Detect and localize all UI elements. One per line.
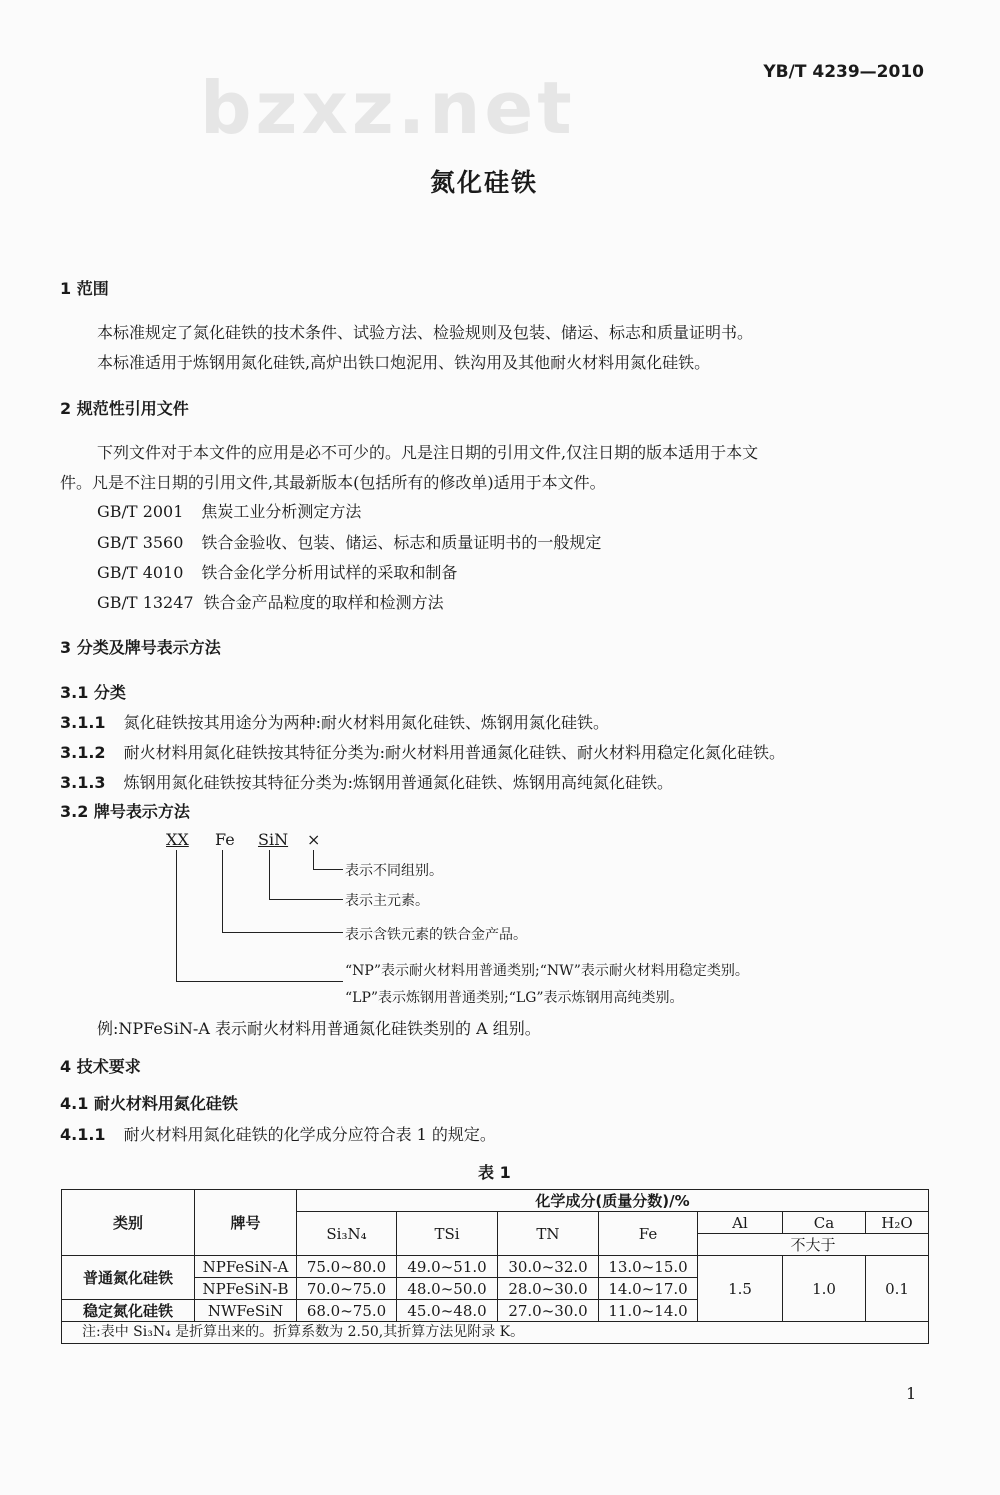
section-2-heading: 2 规范性引用文件 (60, 399, 189, 418)
clause-3-1-2: 3.1.2 耐火材料用氮化硅铁按其特征分类为:耐火材料用普通氮化硅铁、耐火材料用稳定化氮化硅铁。 (60, 743, 785, 762)
cell-tn: 27.0~30.0 (498, 1300, 599, 1322)
header-tn: TN (498, 1212, 599, 1256)
cell-grade: NWFeSiN (195, 1300, 297, 1322)
page-number: 1 (906, 1384, 917, 1403)
section-4-heading: 4 技术要求 (60, 1057, 141, 1076)
reference-item: GB/T 3560 铁合金验收、包装、储运、标志和质量证明书的一般规定 (97, 533, 602, 552)
section-3-1-heading: 3.1 分类 (60, 683, 126, 702)
connector-line (222, 932, 343, 933)
reference-item: GB/T 4010 铁合金化学分析用试样的采取和制备 (97, 563, 458, 582)
connector-line (176, 981, 343, 982)
diagram-label: 表示含铁元素的铁合金产品。 (345, 927, 527, 943)
paragraph: 本标准规定了氮化硅铁的技术条件、试验方法、检验规则及包装、储运、标志和质量证明书。 (97, 323, 754, 342)
watermark: bzxz.net (200, 66, 576, 150)
header-si3n4: Si₃N₄ (297, 1212, 397, 1256)
connector-line (269, 899, 343, 900)
part-fe: Fe (215, 830, 235, 849)
paragraph: 下列文件对于本文件的应用是必不可少的。凡是注日期的引用文件,仅注日期的版本适用于本文 (97, 443, 759, 462)
paragraph: 本标准适用于炼钢用氮化硅铁,高炉出铁口炮泥用、铁沟用及其他耐火材料用氮化硅铁。 (97, 353, 711, 372)
connector-line (222, 850, 223, 933)
cell-fe: 11.0~14.0 (599, 1300, 698, 1322)
part-xx: XX (166, 830, 189, 849)
cell-si3n4: 68.0~75.0 (297, 1300, 397, 1322)
table-note: 注:表中 Si₃N₄ 是折算出来的。折算系数为 2.50,其折算方法见附录 K。 (62, 1322, 929, 1344)
cell-si3n4: 75.0~80.0 (297, 1256, 397, 1278)
section-3-2-heading: 3.2 牌号表示方法 (60, 802, 190, 821)
diagram-label: 表示主元素。 (345, 893, 429, 909)
header-not-more-than: 不大于 (698, 1234, 929, 1256)
cell-category: 普通氮化硅铁 (62, 1256, 195, 1300)
cell-tn: 30.0~32.0 (498, 1256, 599, 1278)
page-title: 氮化硅铁 (430, 168, 539, 197)
table-row (62, 1256, 929, 1278)
clause-3-1-1: 3.1.1 氮化硅铁按其用途分为两种:耐火材料用氮化硅铁、炼钢用氮化硅铁。 (60, 713, 609, 732)
header-fe: Fe (599, 1212, 698, 1256)
ca-value: 1.0 (783, 1256, 866, 1322)
cell-tsi: 45.0~48.0 (397, 1300, 498, 1322)
table-caption: 表 1 (478, 1163, 511, 1182)
header-grade: 牌号 (195, 1190, 297, 1256)
connector-line (313, 850, 314, 870)
cell-grade: NPFeSiN-A (195, 1256, 297, 1278)
connector-line (313, 869, 343, 870)
al-value: 1.5 (698, 1256, 783, 1322)
cell-si3n4: 70.0~75.0 (297, 1278, 397, 1300)
cell-fe: 13.0~15.0 (599, 1256, 698, 1278)
clause-3-1-3: 3.1.3 炼钢用氮化硅铁按其特征分类为:炼钢用普通氮化硅铁、炼钢用高纯氮化硅铁。 (60, 773, 673, 792)
header-tsi: TSi (397, 1212, 498, 1256)
diagram-label: “LP”表示炼钢用普通类别;“LG”表示炼钢用高纯类别。 (345, 990, 684, 1006)
part-sin: SiN (258, 830, 289, 849)
cell-tsi: 48.0~50.0 (397, 1278, 498, 1300)
section-1-heading: 1 范围 (60, 279, 109, 298)
header-h2o: H₂O (866, 1212, 929, 1234)
composition-table (61, 1189, 929, 1344)
part-group: × (307, 830, 321, 849)
reference-item: GB/T 13247 铁合金产品粒度的取样和检测方法 (97, 593, 444, 612)
section-3-heading: 3 分类及牌号表示方法 (60, 638, 221, 657)
h2o-value: 0.1 (866, 1256, 929, 1322)
example-text: 例:NPFeSiN-A 表示耐火材料用普通氮化硅铁类别的 A 组别。 (97, 1019, 541, 1038)
standard-number: YB/T 4239—2010 (763, 62, 924, 82)
connector-line (176, 850, 177, 982)
diagram-label: “NP”表示耐火材料用普通类别;“NW”表示耐火材料用稳定类别。 (345, 963, 749, 979)
cell-tn: 28.0~30.0 (498, 1278, 599, 1300)
cell-grade: NPFeSiN-B (195, 1278, 297, 1300)
diagram-label: 表示不同组别。 (345, 863, 443, 879)
paragraph: 件。凡是不注日期的引用文件,其最新版本(包括所有的修改单)适用于本文件。 (60, 473, 606, 492)
clause-4-1-1: 4.1.1 耐火材料用氮化硅铁的化学成分应符合表 1 的规定。 (60, 1125, 496, 1144)
cell-category: 稳定氮化硅铁 (62, 1300, 195, 1322)
header-composition: 化学成分(质量分数)/% (297, 1190, 929, 1212)
header-al: Al (698, 1212, 783, 1234)
reference-item: GB/T 2001 焦炭工业分析测定方法 (97, 502, 362, 521)
cell-tsi: 49.0~51.0 (397, 1256, 498, 1278)
header-category: 类别 (62, 1190, 195, 1256)
header-ca: Ca (783, 1212, 866, 1234)
connector-line (269, 850, 270, 900)
cell-fe: 14.0~17.0 (599, 1278, 698, 1300)
section-4-1-heading: 4.1 耐火材料用氮化硅铁 (60, 1094, 238, 1113)
